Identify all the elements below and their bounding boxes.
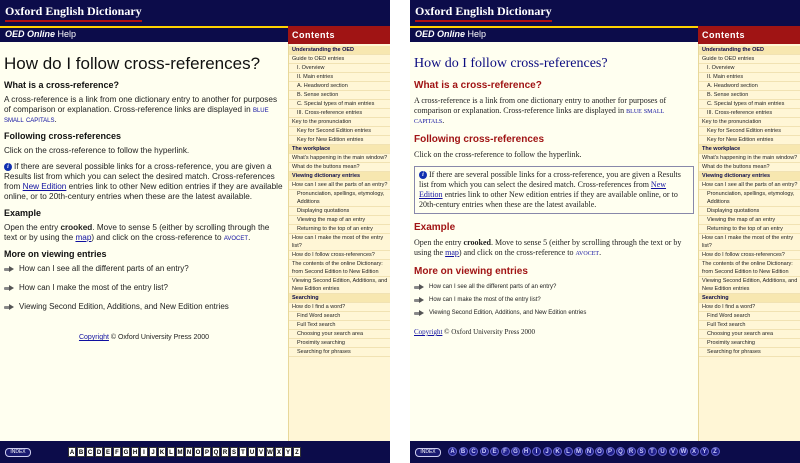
- letter-e[interactable]: E: [104, 447, 112, 457]
- section-heading-following: Following cross-references: [414, 134, 545, 145]
- letter-w[interactable]: W: [680, 449, 687, 455]
- sidebar-item[interactable]: Displaying quotations: [289, 207, 390, 216]
- more-link-entry-list[interactable]: How can I make the most of the entry list?: [4, 283, 284, 293]
- letter-r[interactable]: R: [221, 447, 229, 457]
- info-icon: i: [419, 171, 427, 179]
- alphabet-nav: [448, 447, 720, 456]
- letter-s[interactable]: S: [230, 447, 238, 457]
- info-icon: i: [4, 163, 12, 171]
- help-label: OED Online Help: [5, 29, 77, 39]
- sidebar-section-heading: Viewing dictionary entries: [289, 172, 390, 181]
- letter-x[interactable]: X: [275, 447, 283, 457]
- sidebar-item[interactable]: B. Sense section: [289, 91, 390, 100]
- sidebar-item[interactable]: Key for Second Edition entries: [289, 127, 390, 136]
- more-link-parts[interactable]: How can I see all the different parts of an entry?: [414, 282, 694, 292]
- letter-o[interactable]: O: [595, 447, 604, 456]
- copyright: Copyright © Oxford University Press 2000: [78, 334, 210, 341]
- letter-l[interactable]: L: [564, 447, 573, 456]
- letter-l[interactable]: L: [167, 447, 175, 457]
- sidebar-item[interactable]: Searching for phrases: [699, 348, 800, 357]
- map-link[interactable]: map: [445, 248, 459, 257]
- sidebar-item[interactable]: How do I find a word?: [699, 303, 800, 312]
- contents-tab[interactable]: Contents: [288, 26, 390, 44]
- sidebar-item[interactable]: II. Main entries: [699, 73, 800, 82]
- letter-x[interactable]: X: [690, 447, 699, 456]
- sidebar-item[interactable]: Returning to the top of an entry: [289, 225, 390, 234]
- sidebar-section-heading: The workplace: [289, 145, 390, 154]
- sidebar-item[interactable]: C. Special types of main entries: [289, 100, 390, 109]
- sidebar-item[interactable]: III. Cross-reference entries: [699, 109, 800, 118]
- more-link-viewing-editions[interactable]: Viewing Second Edition, Additions, and New Edition entries: [4, 302, 284, 312]
- letter-n[interactable]: N: [185, 447, 193, 457]
- sidebar-section-heading: Understanding the OED: [699, 46, 800, 55]
- sidebar-item[interactable]: Proximity searching: [699, 339, 800, 348]
- index-button[interactable]: INDEX: [415, 448, 441, 457]
- section-heading-what: What is a cross-reference?: [4, 80, 120, 90]
- letter-z[interactable]: Z: [711, 447, 720, 456]
- brand-title[interactable]: Oxford English Dictionary: [5, 4, 142, 22]
- more-link-parts[interactable]: How can I see all the different parts of an entry?: [4, 264, 284, 274]
- footer-bar: [0, 441, 390, 463]
- sidebar-item[interactable]: How can I see all the parts of an entry?: [699, 181, 800, 190]
- letter-g[interactable]: G: [511, 447, 520, 456]
- main-content: [0, 44, 288, 441]
- arrow-icon: [4, 285, 15, 292]
- sidebar-item[interactable]: Returning to the top of an entry: [699, 225, 800, 234]
- letter-b[interactable]: B: [77, 447, 85, 457]
- letter-m[interactable]: M: [576, 449, 581, 455]
- letter-p[interactable]: P: [606, 447, 615, 456]
- contents-sidebar: [698, 44, 800, 441]
- contents-sidebar: [288, 44, 390, 441]
- sidebar-item[interactable]: Key for New Edition entries: [289, 136, 390, 145]
- letter-h[interactable]: H: [522, 447, 531, 456]
- sidebar-item[interactable]: What do the buttons mean?: [289, 163, 390, 172]
- sidebar-item[interactable]: What's happening in the main window?: [699, 154, 800, 163]
- letter-i[interactable]: I: [140, 447, 148, 457]
- sidebar-item[interactable]: Displaying quotations: [699, 207, 800, 216]
- sidebar-section-heading: Searching: [289, 294, 390, 303]
- section-heading-what: What is a cross-reference?: [414, 80, 542, 91]
- sidebar-item[interactable]: Pronunciation, spellings, etymology, Additions: [699, 190, 800, 207]
- sidebar-item[interactable]: Find Word search: [289, 312, 390, 321]
- page-title: How do I follow cross-references?: [414, 56, 608, 71]
- index-button[interactable]: INDEX: [5, 448, 31, 457]
- sidebar-item[interactable]: Choosing your search area: [699, 330, 800, 339]
- letter-z[interactable]: Z: [293, 447, 301, 457]
- sidebar-item[interactable]: Pronunciation, spellings, etymology, Additions: [289, 190, 390, 207]
- blue-small-capitals-link[interactable]: blue small capitals: [414, 106, 665, 125]
- letter-r[interactable]: R: [627, 447, 636, 456]
- letter-w[interactable]: W: [266, 447, 274, 457]
- letter-d[interactable]: D: [95, 447, 103, 457]
- copyright: Copyright © Oxford University Press 2000: [414, 328, 536, 336]
- sidebar-item[interactable]: Key for Second Edition entries: [699, 127, 800, 136]
- arrow-icon: [414, 297, 425, 304]
- letter-f[interactable]: F: [113, 447, 121, 457]
- new-edition-link[interactable]: New Edition: [419, 180, 667, 199]
- sidebar-item[interactable]: Key for New Edition entries: [699, 136, 800, 145]
- brand-bar: [410, 0, 800, 26]
- letter-m[interactable]: M: [176, 447, 184, 457]
- brand-bar: [0, 0, 390, 26]
- letter-a[interactable]: A: [68, 447, 76, 457]
- sidebar-item[interactable]: The contents of the online Dictionary: from Second Edition to New Edition: [699, 260, 800, 277]
- main-content: [410, 44, 698, 441]
- letter-g[interactable]: G: [122, 447, 130, 457]
- sidebar-item[interactable]: A. Headword section: [699, 82, 800, 91]
- letter-e[interactable]: E: [490, 447, 499, 456]
- brand-title[interactable]: Oxford English Dictionary: [415, 4, 552, 22]
- help-window-right: [410, 0, 800, 463]
- sidebar-item[interactable]: Choosing your search area: [289, 330, 390, 339]
- note-paragraph: i If there are several possible links for a cross-reference, you are given a Results list from which you can select the desired match. Cross-references from New Edition entries link to other New edition entries if they are available online, or to 20th-century entries when these are the latest available.: [414, 166, 694, 214]
- sidebar-item[interactable]: What do the buttons mean?: [699, 163, 800, 172]
- what-paragraph: A cross-reference is a link from one dictionary entry to another for purposes of comparison or explanation. Cross-reference links are displayed in blue small capitals.: [4, 95, 278, 124]
- sidebar-item[interactable]: III. Cross-reference entries: [289, 109, 390, 118]
- page-title: How do I follow cross-references?: [4, 54, 261, 73]
- sidebar-item[interactable]: Proximity searching: [289, 339, 390, 348]
- sidebar-item[interactable]: I. Overview: [289, 64, 390, 73]
- letter-y[interactable]: Y: [284, 447, 292, 457]
- sidebar-item[interactable]: The contents of the online Dictionary: from Second Edition to New Edition: [289, 260, 390, 277]
- sidebar-item[interactable]: Guide to OED entries: [699, 55, 800, 64]
- sidebar-item[interactable]: I. Overview: [699, 64, 800, 73]
- footer-bar: [410, 441, 800, 463]
- letter-j[interactable]: J: [543, 447, 552, 456]
- sidebar-item[interactable]: Searching for phrases: [289, 348, 390, 357]
- sidebar-item[interactable]: Guide to OED entries: [289, 55, 390, 64]
- letter-a[interactable]: A: [448, 447, 457, 456]
- letter-v[interactable]: V: [257, 447, 265, 457]
- section-heading-more: More on viewing entries: [414, 266, 528, 277]
- copyright-link[interactable]: Copyright: [78, 334, 109, 341]
- arrow-icon: [414, 310, 425, 317]
- section-heading-following: Following cross-references: [4, 131, 122, 141]
- sidebar-item[interactable]: How do I find a word?: [289, 303, 390, 312]
- sidebar-item[interactable]: What's happening in the main window?: [289, 154, 390, 163]
- sidebar-item[interactable]: A. Headword section: [289, 82, 390, 91]
- letter-p[interactable]: P: [203, 447, 211, 457]
- more-link-entry-list[interactable]: How can I make the most of the entry list?: [414, 295, 694, 305]
- sidebar-item[interactable]: II. Main entries: [289, 73, 390, 82]
- sidebar-item[interactable]: Viewing the map of an entry: [289, 216, 390, 225]
- sidebar-section-heading: Searching: [699, 294, 800, 303]
- letter-i[interactable]: I: [532, 447, 541, 456]
- letter-u[interactable]: U: [658, 447, 667, 456]
- blue-small-capitals-link[interactable]: blue small capitals: [4, 105, 269, 124]
- section-heading-more: More on viewing entries: [4, 249, 107, 259]
- arrow-icon: [4, 304, 15, 311]
- following-paragraph: Click on the cross-reference to follow the hyperlink.: [4, 146, 190, 155]
- letter-d[interactable]: D: [480, 447, 489, 456]
- sidebar-section-heading: Viewing dictionary entries: [699, 172, 800, 181]
- letter-t[interactable]: T: [648, 447, 657, 456]
- gutter: [390, 0, 410, 463]
- letter-k[interactable]: K: [158, 447, 166, 457]
- letter-u[interactable]: U: [248, 447, 256, 457]
- following-paragraph: Click on the cross-reference to follow the hyperlink.: [414, 150, 582, 159]
- sidebar-item[interactable]: Viewing Second Edition, Additions, and New Edition entries: [699, 277, 800, 294]
- letter-q[interactable]: Q: [212, 447, 220, 457]
- sidebar-item[interactable]: Key to the pronunciation: [289, 118, 390, 127]
- note-paragraph: i If there are several possible links for a cross-reference, you are given a Results list from which you can select the desired match. Cross-references from New Edition entries link to other New edition entries if they are available online, or to 20th-century entries when these are the latest available.: [4, 162, 283, 201]
- letter-v[interactable]: V: [669, 447, 678, 456]
- contents-tab[interactable]: Contents: [698, 26, 800, 44]
- more-link-viewing-editions[interactable]: Viewing Second Edition, Additions, and New Edition entries: [414, 308, 694, 318]
- sidebar-item[interactable]: How can I see all the parts of an entry?: [289, 181, 390, 190]
- letter-o[interactable]: O: [194, 447, 202, 457]
- map-link[interactable]: map: [75, 233, 92, 242]
- section-heading-example: Example: [4, 208, 42, 218]
- letter-f[interactable]: F: [501, 447, 510, 456]
- alphabet-nav: [68, 447, 301, 457]
- sidebar-section-heading: Understanding the OED: [289, 46, 390, 55]
- avocet-link[interactable]: avocet: [575, 248, 600, 257]
- help-label: OED Online Help: [415, 29, 487, 39]
- sidebar-item[interactable]: B. Sense section: [699, 91, 800, 100]
- new-edition-link[interactable]: New Edition: [22, 182, 67, 191]
- example-paragraph: Open the entry crooked. Move to sense 5 (either by scrolling through the text or by using the map) and click on the cross-reference to avocet.: [4, 223, 270, 242]
- letter-t[interactable]: T: [239, 447, 247, 457]
- letter-s[interactable]: S: [637, 447, 646, 456]
- sidebar-item[interactable]: Find Word search: [699, 312, 800, 321]
- sidebar-item[interactable]: C. Special types of main entries: [699, 100, 800, 109]
- sidebar-section-heading: The workplace: [699, 145, 800, 154]
- arrow-icon: [4, 266, 15, 273]
- letter-c[interactable]: C: [469, 447, 478, 456]
- help-window-left: [0, 0, 390, 463]
- letter-y[interactable]: Y: [700, 447, 709, 456]
- letter-b[interactable]: B: [459, 447, 468, 456]
- sidebar-item[interactable]: How can I make the most of the entry list?: [289, 234, 390, 251]
- letter-q[interactable]: Q: [616, 447, 625, 456]
- copyright-link[interactable]: Copyright: [414, 328, 443, 336]
- arrow-icon: [414, 284, 425, 291]
- letter-h[interactable]: H: [131, 447, 139, 457]
- sidebar-item[interactable]: Viewing the map of an entry: [699, 216, 800, 225]
- what-paragraph: A cross-reference is a link from one dictionary entry to another for purposes of comparison or explanation. Cross-reference links are displayed in blue small capitals.: [414, 96, 667, 125]
- sidebar-item[interactable]: Full Text search: [289, 321, 390, 330]
- letter-c[interactable]: C: [86, 447, 94, 457]
- letter-k[interactable]: K: [553, 447, 562, 456]
- sidebar-item[interactable]: How do I follow cross-references?: [289, 251, 390, 260]
- avocet-link[interactable]: avocet: [223, 233, 249, 242]
- sidebar-item[interactable]: How can I make the most of the entry list?: [699, 234, 800, 251]
- letter-n[interactable]: N: [585, 447, 594, 456]
- section-heading-example: Example: [414, 222, 456, 233]
- sidebar-item[interactable]: Key to the pronunciation: [699, 118, 800, 127]
- letter-j[interactable]: J: [149, 447, 157, 457]
- sidebar-item[interactable]: Full Text search: [699, 321, 800, 330]
- sidebar-item[interactable]: Viewing Second Edition, Additions, and New Edition entries: [289, 277, 390, 294]
- example-paragraph: Open the entry crooked. Move to sense 5 (either by scrolling through the text or by using the map) and click on the cross-reference to avocet.: [414, 238, 682, 257]
- sidebar-item[interactable]: How do I follow cross-references?: [699, 251, 800, 260]
